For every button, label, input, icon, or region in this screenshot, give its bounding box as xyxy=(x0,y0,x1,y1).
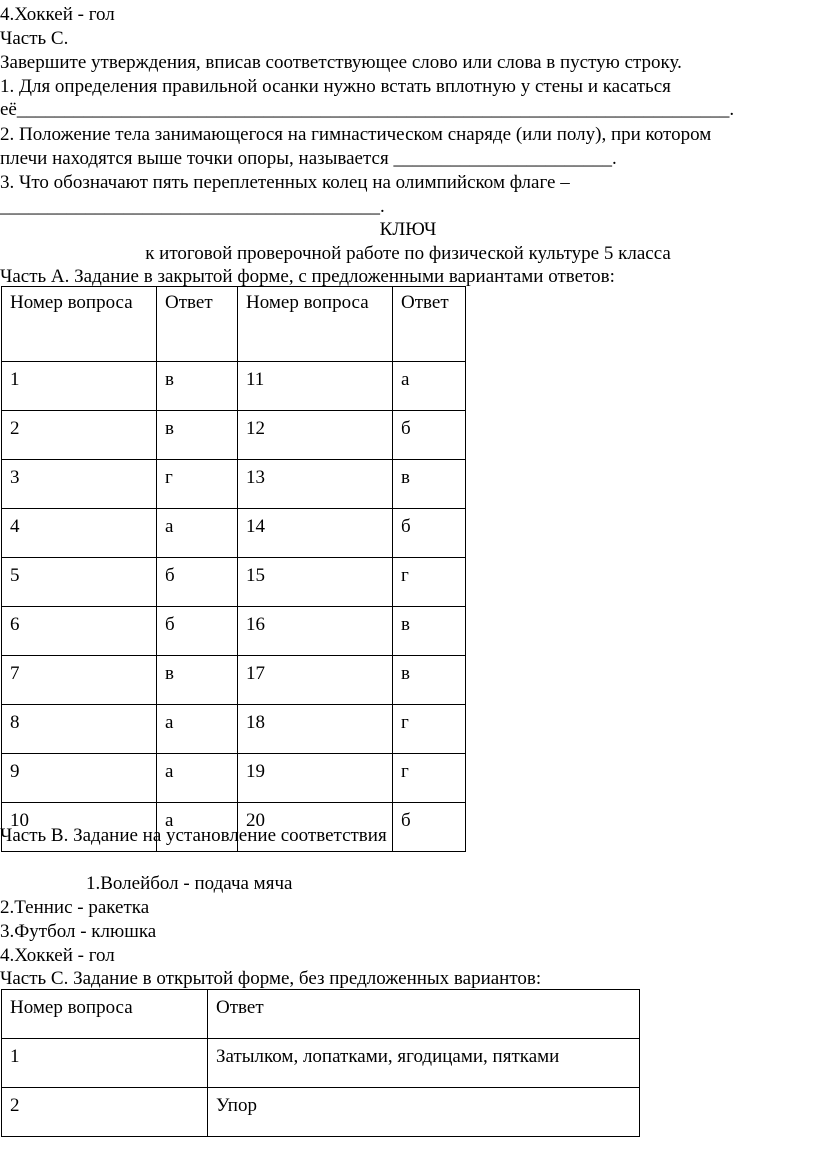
question-number: 5 xyxy=(2,558,157,607)
part-b-item-1: 1.Волейбол - подача мяча xyxy=(86,873,293,894)
header-answer: Ответ xyxy=(208,990,640,1039)
table-row xyxy=(2,362,466,411)
question-number: 11 xyxy=(238,362,393,411)
answer: Упор xyxy=(208,1088,640,1137)
part-b-item-3: 3.Футбол - клюшка xyxy=(0,921,157,942)
part-c-answers-heading: Часть С. Задание в открытой форме, без предложенных вариантов: xyxy=(0,968,542,989)
question-number: 16 xyxy=(238,607,393,656)
answer: б xyxy=(157,558,238,607)
part-a-heading: Часть А. Задание в закрытой форме, с предложенными вариантами ответов: xyxy=(0,266,615,287)
answer: б xyxy=(393,411,466,460)
question-number: 8 xyxy=(2,705,157,754)
table-header-row xyxy=(2,990,640,1039)
table-row xyxy=(2,1088,640,1137)
question-3-line-1: 3. Что обозначают пять переплетенных колец на олимпийском флаге – xyxy=(0,172,570,193)
answer: г xyxy=(393,558,466,607)
question-number: 1 xyxy=(2,362,157,411)
answer: в xyxy=(157,411,238,460)
question-1-line-2: её___________________________________________________________________________. xyxy=(0,99,735,120)
table-row xyxy=(2,411,466,460)
answer: Затылком, лопатками, ягодицами, пятками xyxy=(208,1039,640,1088)
question-number: 18 xyxy=(238,705,393,754)
answer: г xyxy=(393,705,466,754)
question-number: 14 xyxy=(238,509,393,558)
question-number: 1 xyxy=(2,1039,208,1088)
answer: в xyxy=(157,362,238,411)
answer: а xyxy=(393,362,466,411)
answer: в xyxy=(157,656,238,705)
header-question-number-1: Номер вопроса xyxy=(2,287,157,362)
answer-table-part-a xyxy=(1,286,466,852)
answer: г xyxy=(393,754,466,803)
question-number: 12 xyxy=(238,411,393,460)
answer: а xyxy=(157,803,238,852)
header-question-number-2: Номер вопроса xyxy=(238,287,393,362)
answer: б xyxy=(157,607,238,656)
question-number: 2 xyxy=(2,411,157,460)
header-answer-1: Ответ xyxy=(157,287,238,362)
answer: а xyxy=(157,754,238,803)
table-row xyxy=(2,460,466,509)
table-row xyxy=(2,656,466,705)
table-row xyxy=(2,558,466,607)
header-question-number: Номер вопроса xyxy=(2,990,208,1039)
question-number: 13 xyxy=(238,460,393,509)
question-number: 9 xyxy=(2,754,157,803)
table-row xyxy=(2,607,466,656)
answer: б xyxy=(393,803,466,852)
table-header-row xyxy=(2,287,466,362)
answer: б xyxy=(393,509,466,558)
question-2-line-2: плечи находятся выше точки опоры, называется _______________________. xyxy=(0,148,617,169)
header-answer-2: Ответ xyxy=(393,287,466,362)
question-2-line-1: 2. Положение тела занимающегося на гимнастическом снаряде (или полу), при котором xyxy=(0,124,712,145)
question-number: 10 xyxy=(2,803,157,852)
answer: а xyxy=(157,509,238,558)
answer: г xyxy=(157,460,238,509)
answer-table-part-c xyxy=(1,989,640,1137)
question-1-line-1: 1. Для определения правильной осанки нужно встать вплотную у стены и касаться xyxy=(0,76,671,97)
answer: в xyxy=(393,607,466,656)
question-number: 3 xyxy=(2,460,157,509)
question-number: 2 xyxy=(2,1088,208,1137)
key-title: КЛЮЧ xyxy=(379,219,437,240)
question-number: 19 xyxy=(238,754,393,803)
question-number: 17 xyxy=(238,656,393,705)
question-3-line-2: ________________________________________. xyxy=(0,196,385,217)
table-row xyxy=(2,754,466,803)
question-number: 7 xyxy=(2,656,157,705)
part-c-heading: Часть С. xyxy=(0,28,69,49)
part-b-item-4: 4.Хоккей - гол xyxy=(0,945,115,966)
answer: в xyxy=(393,656,466,705)
table-row xyxy=(2,1039,640,1088)
instruction-text: Завершите утверждения, вписав соответствующее слово или слова в пустую строку. xyxy=(0,52,682,73)
question-number: 15 xyxy=(238,558,393,607)
answer: а xyxy=(157,705,238,754)
question-number: 4 xyxy=(2,509,157,558)
part-b-item-2: 2.Теннис - ракетка xyxy=(0,897,150,918)
hockey-line: 4.Хоккей - гол xyxy=(0,4,115,25)
answer: в xyxy=(393,460,466,509)
question-number: 20 xyxy=(238,803,393,852)
part-b-heading: Часть В. Задание на установление соответствия xyxy=(0,825,387,846)
table-row xyxy=(2,705,466,754)
question-number: 6 xyxy=(2,607,157,656)
table-row xyxy=(2,509,466,558)
key-subtitle: к итоговой проверочной работе по физической культуре 5 класса xyxy=(145,243,671,264)
